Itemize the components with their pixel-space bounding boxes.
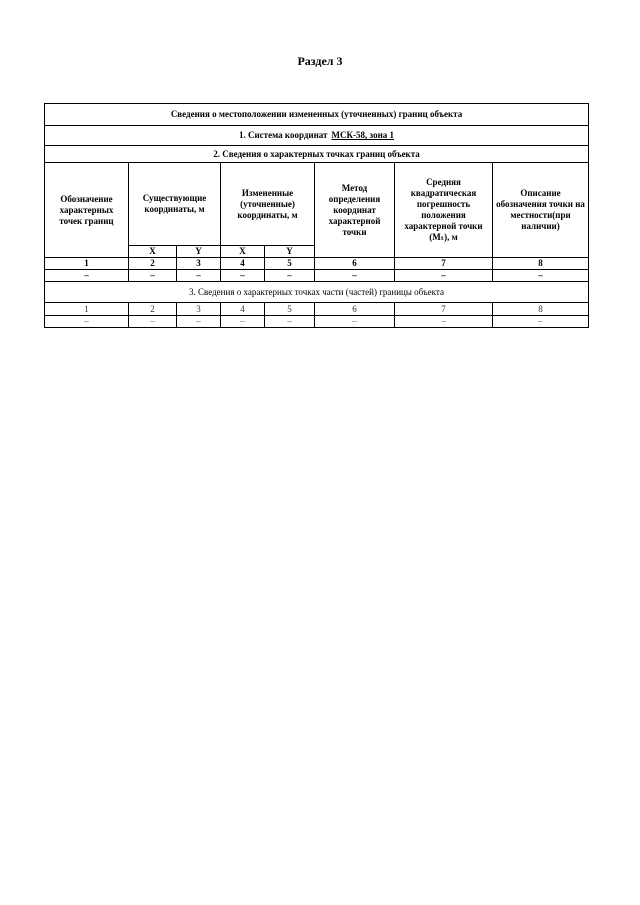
part-dash-cell: – bbox=[265, 316, 315, 328]
dash-cell: – bbox=[129, 270, 177, 282]
part-column-number: 8 bbox=[493, 303, 589, 316]
header-method: Метод определения координат характерной точки bbox=[315, 163, 395, 258]
part-column-number: 6 bbox=[315, 303, 395, 316]
column-number: 4 bbox=[221, 258, 265, 270]
part-dash-cell: – bbox=[493, 316, 589, 328]
dash-cell: – bbox=[177, 270, 221, 282]
column-number: 7 bbox=[395, 258, 493, 270]
subheader-existing-x: X bbox=[129, 246, 177, 258]
column-number: 3 bbox=[177, 258, 221, 270]
part-column-number: 2 bbox=[129, 303, 177, 316]
dash-cell: – bbox=[493, 270, 589, 282]
part-column-number: 7 bbox=[395, 303, 493, 316]
part-dash-cell: – bbox=[221, 316, 265, 328]
dash-cell: – bbox=[315, 270, 395, 282]
part-dash-cell: – bbox=[177, 316, 221, 328]
part-heading: 3. Сведения о характерных точках части (частей) границы объекта bbox=[45, 282, 589, 303]
part-dash-cell: – bbox=[395, 316, 493, 328]
part-column-number: 1 bbox=[45, 303, 129, 316]
part-column-number: 3 bbox=[177, 303, 221, 316]
column-number: 5 bbox=[265, 258, 315, 270]
column-number: 2 bbox=[129, 258, 177, 270]
column-number: 6 bbox=[315, 258, 395, 270]
header-error: Средняя квадратическая погрешность положения характерной точки (Mₜ), м bbox=[395, 163, 493, 258]
coord-system-label: 1. Система координат bbox=[239, 130, 328, 140]
dash-cell: – bbox=[45, 270, 129, 282]
header-description: Описание обозначения точки на местности(при наличии) bbox=[493, 163, 589, 258]
coord-system-value: МСК-58, зона 1 bbox=[331, 130, 395, 140]
points-heading: 2. Сведения о характерных точках границ объекта bbox=[45, 146, 589, 163]
dash-cell: – bbox=[221, 270, 265, 282]
column-number: 1 bbox=[45, 258, 129, 270]
subheader-changed-y: Y bbox=[265, 246, 315, 258]
dash-cell: – bbox=[395, 270, 493, 282]
part-dash-cell: – bbox=[129, 316, 177, 328]
section-title: Раздел 3 bbox=[297, 54, 343, 68]
header-designation: Обозначение характерных точек границ bbox=[45, 163, 129, 258]
boundary-table bbox=[44, 103, 589, 328]
part-column-number: 4 bbox=[221, 303, 265, 316]
subheader-changed-x: X bbox=[221, 246, 265, 258]
header-changed-coords: Измененные (уточненные) координаты, м bbox=[221, 163, 315, 246]
coord-system-row bbox=[45, 126, 589, 146]
part-dash-cell: – bbox=[45, 316, 129, 328]
table-title: Сведения о местоположении измененных (уточненных) границ объекта bbox=[45, 104, 589, 126]
part-dash-cell: – bbox=[315, 316, 395, 328]
header-existing-coords: Существующие координаты, м bbox=[129, 163, 221, 246]
subheader-existing-y: Y bbox=[177, 246, 221, 258]
dash-cell: – bbox=[265, 270, 315, 282]
part-column-number: 5 bbox=[265, 303, 315, 316]
column-number: 8 bbox=[493, 258, 589, 270]
